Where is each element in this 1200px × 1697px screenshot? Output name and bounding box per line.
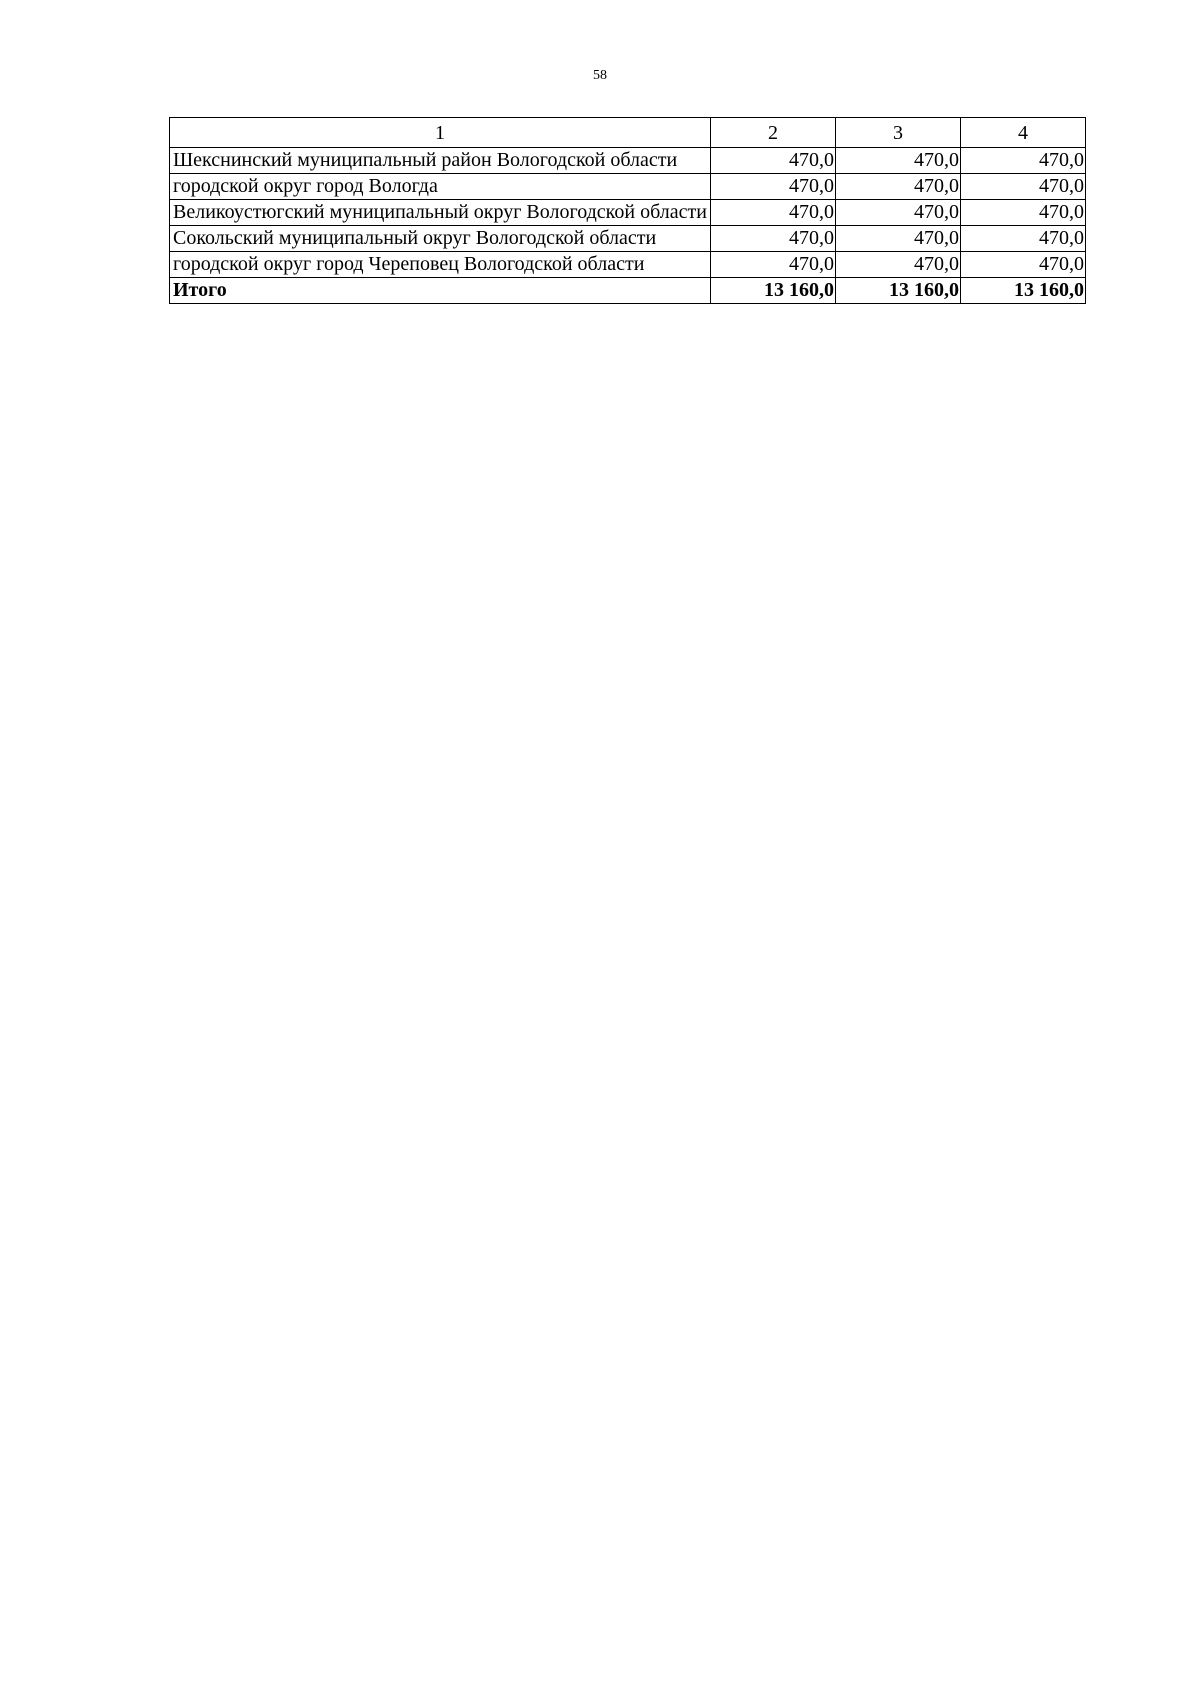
value-cell: 470,0: [711, 200, 836, 226]
value-cell: 470,0: [836, 226, 961, 252]
total-row: [170, 278, 1086, 304]
total-label: Итого: [170, 278, 711, 304]
value-cell: 470,0: [961, 174, 1086, 200]
column-header: 1: [170, 118, 711, 148]
value-cell: 470,0: [836, 148, 961, 174]
total-value: 13 160,0: [711, 278, 836, 304]
value-cell: 470,0: [961, 148, 1086, 174]
value-cell: 470,0: [836, 174, 961, 200]
budget-table: [169, 117, 1086, 304]
value-cell: 470,0: [961, 200, 1086, 226]
total-value: 13 160,0: [961, 278, 1086, 304]
total-value: 13 160,0: [836, 278, 961, 304]
page-number: 58: [593, 68, 607, 83]
value-cell: 470,0: [711, 226, 836, 252]
value-cell: 470,0: [961, 252, 1086, 278]
municipality-name: Сокольский муниципальный округ Вологодской области: [170, 226, 711, 252]
column-header: 2: [711, 118, 836, 148]
value-cell: 470,0: [711, 252, 836, 278]
value-cell: 470,0: [836, 252, 961, 278]
value-cell: 470,0: [711, 174, 836, 200]
table-row: [170, 200, 1086, 226]
table-header-row: [170, 118, 1086, 148]
table-row: [170, 148, 1086, 174]
table-row: [170, 252, 1086, 278]
value-cell: 470,0: [711, 148, 836, 174]
municipality-name: городской округ город Череповец Вологодской области: [170, 252, 711, 278]
column-header: 4: [961, 118, 1086, 148]
column-header: 3: [836, 118, 961, 148]
municipality-name: Великоустюгский муниципальный округ Вологодской области: [170, 200, 711, 226]
municipality-name: городской округ город Вологда: [170, 174, 711, 200]
municipality-name: Шекснинский муниципальный район Вологодской области: [170, 148, 711, 174]
value-cell: 470,0: [961, 226, 1086, 252]
value-cell: 470,0: [836, 200, 961, 226]
table-row: [170, 226, 1086, 252]
table-row: [170, 174, 1086, 200]
